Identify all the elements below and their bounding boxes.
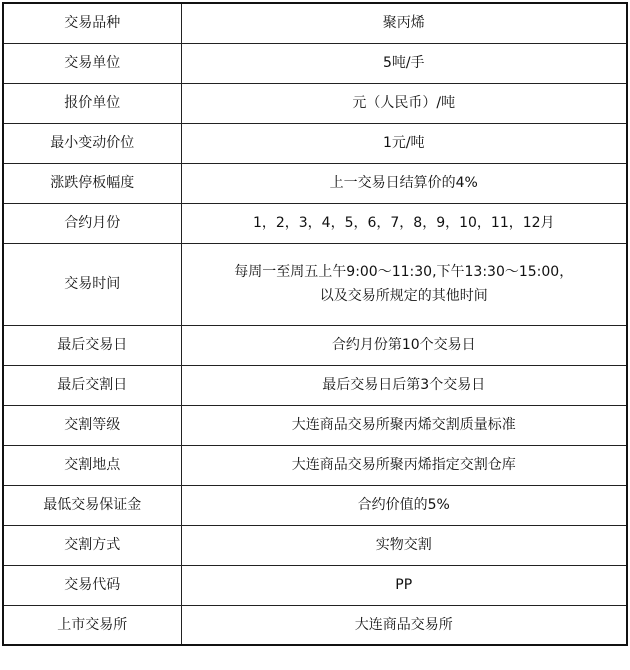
table-row bbox=[3, 163, 627, 203]
table-row bbox=[3, 3, 627, 43]
row-value: 上一交易日结算价的4% bbox=[181, 163, 627, 203]
row-value: PP bbox=[181, 565, 627, 605]
row-label: 交易代码 bbox=[3, 565, 181, 605]
table-row bbox=[3, 445, 627, 485]
row-label: 最小变动价位 bbox=[3, 123, 181, 163]
row-value: 1元/吨 bbox=[181, 123, 627, 163]
row-label: 交割方式 bbox=[3, 525, 181, 565]
table-row bbox=[3, 405, 627, 445]
table-row bbox=[3, 365, 627, 405]
row-label: 最低交易保证金 bbox=[3, 485, 181, 525]
row-value: 合约价值的5% bbox=[181, 485, 627, 525]
row-value: 最后交易日后第3个交易日 bbox=[181, 365, 627, 405]
row-value: 合约月份第10个交易日 bbox=[181, 325, 627, 365]
table-row bbox=[3, 83, 627, 123]
row-label: 交易品种 bbox=[3, 3, 181, 43]
value-line: 以及交易所规定的其他时间 bbox=[319, 288, 488, 304]
row-value: 5吨/手 bbox=[181, 43, 627, 83]
table-row bbox=[3, 525, 627, 565]
row-value: 1，2，3，4，5，6，7，8，9，10，11，12月 bbox=[181, 203, 627, 243]
row-label: 最后交割日 bbox=[3, 365, 181, 405]
row-label: 交易单位 bbox=[3, 43, 181, 83]
table-row bbox=[3, 605, 627, 645]
row-value: 大连商品交易所 bbox=[181, 605, 627, 645]
row-label: 最后交易日 bbox=[3, 325, 181, 365]
row-label: 合约月份 bbox=[3, 203, 181, 243]
row-label: 报价单位 bbox=[3, 83, 181, 123]
row-value: 实物交割 bbox=[181, 525, 627, 565]
contract-spec-table bbox=[2, 2, 628, 646]
row-label: 交割地点 bbox=[3, 445, 181, 485]
table-row bbox=[3, 43, 627, 83]
table-row bbox=[3, 203, 627, 243]
row-value bbox=[181, 243, 627, 325]
table-row bbox=[3, 123, 627, 163]
row-value: 大连商品交易所聚丙烯指定交割仓库 bbox=[181, 445, 627, 485]
row-label: 涨跌停板幅度 bbox=[3, 163, 181, 203]
row-value: 元（人民币）/吨 bbox=[181, 83, 627, 123]
table-row bbox=[3, 243, 627, 325]
row-value: 大连商品交易所聚丙烯交割质量标准 bbox=[181, 405, 627, 445]
row-label: 交割等级 bbox=[3, 405, 181, 445]
table-row bbox=[3, 565, 627, 605]
table-row bbox=[3, 325, 627, 365]
row-label: 上市交易所 bbox=[3, 605, 181, 645]
row-value: 聚丙烯 bbox=[181, 3, 627, 43]
table-row bbox=[3, 485, 627, 525]
value-line: 每周一至周五上午9:00～11:30,下午13:30～15:00， bbox=[234, 264, 574, 280]
row-label: 交易时间 bbox=[3, 243, 181, 325]
